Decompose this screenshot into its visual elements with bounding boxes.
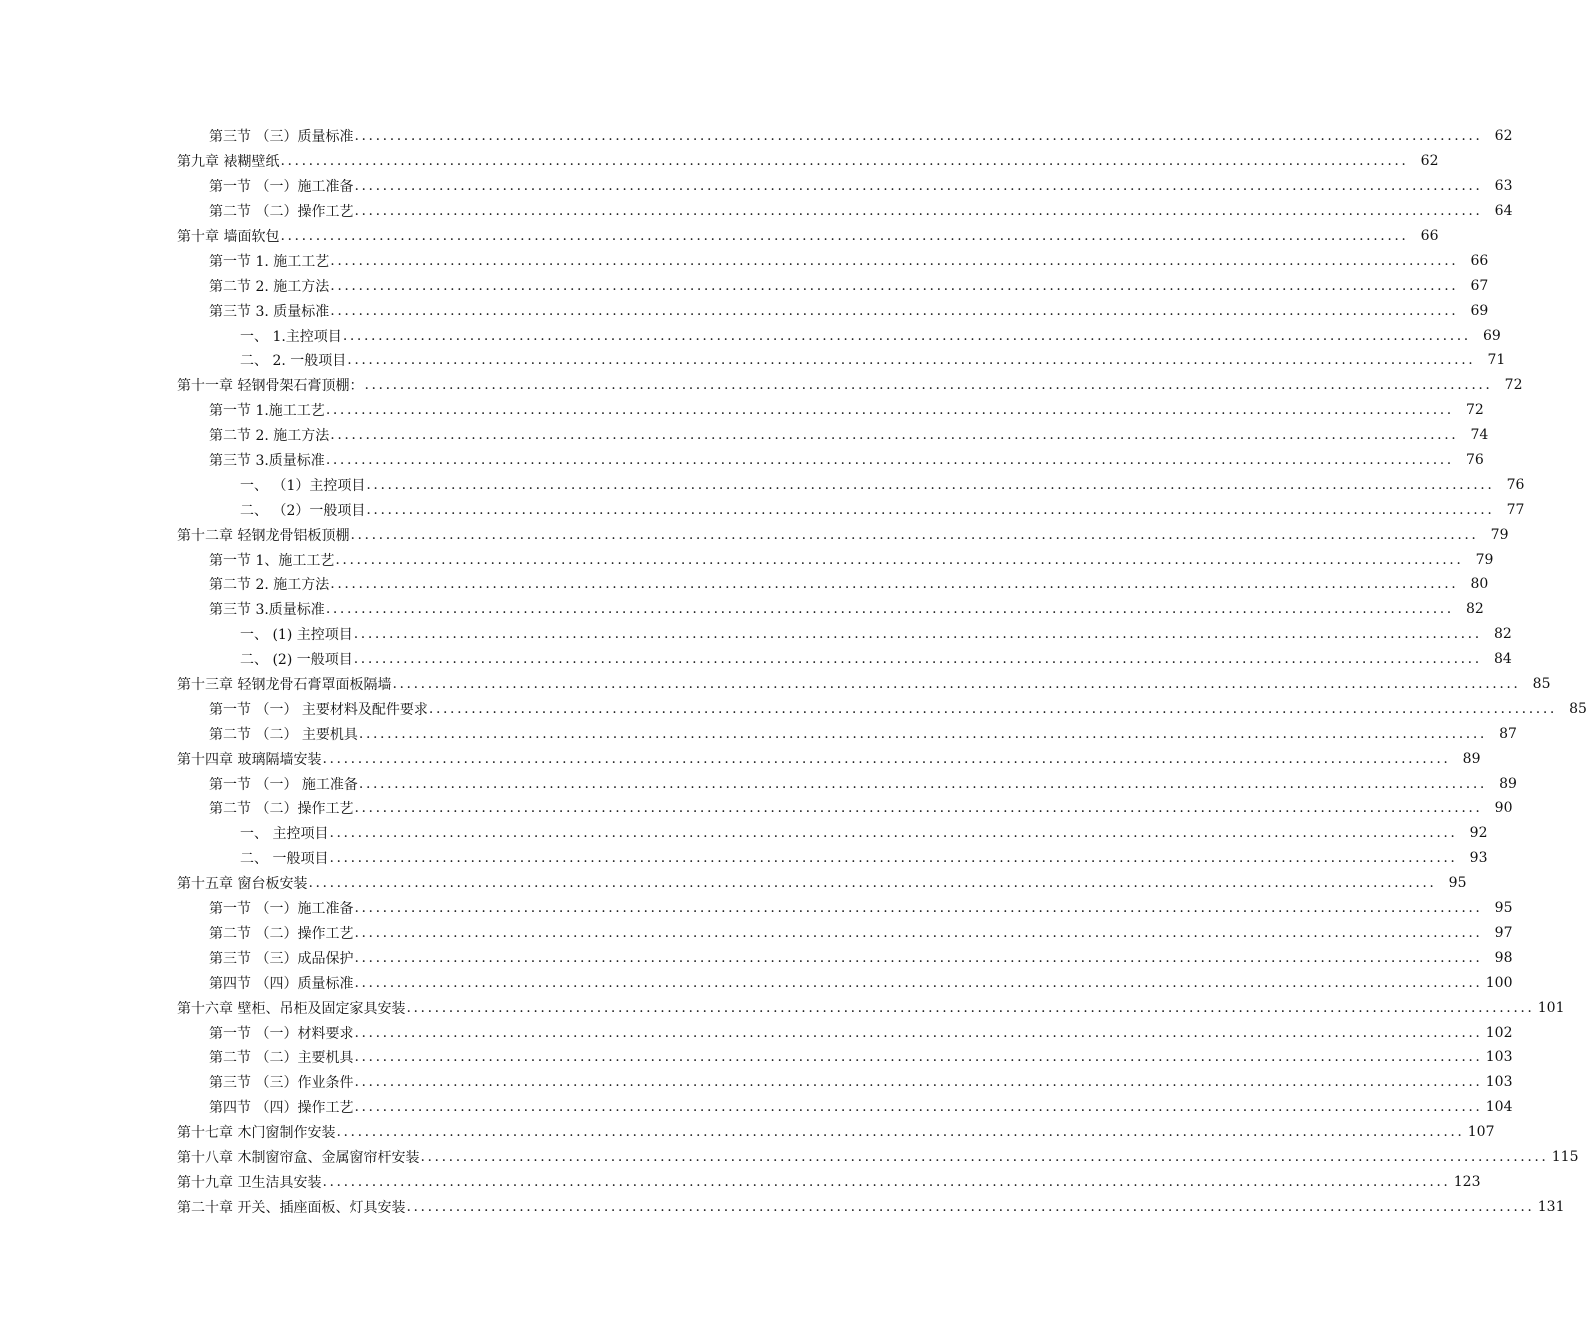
toc-dot-leader: ................................................................................................................................................................	[366, 501, 1495, 518]
toc-page-number: 89	[1462, 750, 1481, 767]
toc-dot-leader: ................................................................................................................................................................	[308, 875, 1437, 892]
toc-page-number: 80	[1470, 576, 1489, 593]
toc-page-number: 103	[1485, 1049, 1513, 1066]
toc-dot-leader: ................................................................................................................................................................	[322, 750, 1451, 767]
toc-entry-title: 第二节 （二）主要机具	[209, 1050, 354, 1067]
toc-page-number: 66	[1470, 252, 1489, 269]
toc-dot-leader: ................................................................................................................................................................	[335, 551, 1464, 568]
toc-section-entry[interactable]	[0, 970, 1513, 995]
toc-subsection-entry[interactable]	[0, 821, 1488, 846]
toc-entry-title: 二、 (2) 一般项目	[240, 652, 353, 669]
toc-section-entry[interactable]	[0, 696, 1587, 721]
toc-page-number: 76	[1466, 452, 1484, 469]
toc-section-entry[interactable]	[0, 796, 1513, 821]
toc-entry-title: 第十四章 玻璃隔墙安装	[177, 751, 322, 768]
toc-entry-title: 第三节 （三）成品保护	[209, 950, 354, 967]
toc-entry-title: 第二节 （二）操作工艺	[209, 801, 354, 818]
toc-entry-title: 第二节 （二）操作工艺	[209, 925, 354, 942]
toc-dot-leader: ................................................................................................................................................................	[354, 800, 1483, 817]
toc-dot-leader: ................................................................................................................................................................	[406, 1198, 1535, 1215]
toc-page-number: 74	[1470, 427, 1489, 444]
toc-section-entry[interactable]	[0, 721, 1517, 746]
toc-entry-title: 第十六章 壁柜、吊柜及固定家具安装	[177, 1000, 406, 1017]
toc-entry-title: 第一节 （一）施工准备	[209, 179, 354, 196]
toc-dot-leader: ................................................................................................................................................................	[406, 999, 1535, 1016]
toc-page-number: 69	[1483, 327, 1501, 344]
toc-entry-title: 一、 (1) 主控项目	[240, 627, 353, 644]
toc-entry-title: 第十三章 轻钢龙骨石膏罩面板隔墙	[177, 677, 392, 694]
toc-dot-leader: ................................................................................................................................................................	[354, 1024, 1483, 1041]
toc-dot-leader: ................................................................................................................................................................	[330, 302, 1459, 319]
toc-section-entry[interactable]	[0, 124, 1513, 149]
toc-chapter-entry[interactable]	[0, 224, 1439, 249]
toc-section-entry[interactable]	[0, 398, 1484, 423]
toc-section-entry[interactable]	[0, 174, 1513, 199]
toc-page-number: 62	[1494, 128, 1513, 145]
toc-subsection-entry[interactable]	[0, 846, 1488, 871]
toc-section-entry[interactable]	[0, 945, 1513, 970]
toc-page-number: 97	[1494, 924, 1513, 941]
toc-subsection-entry[interactable]	[0, 622, 1512, 647]
toc-entry-title: 第十五章 窗台板安装	[177, 876, 308, 893]
toc-section-entry[interactable]	[0, 298, 1489, 323]
toc-section-entry[interactable]	[0, 448, 1484, 473]
toc-dot-leader: ................................................................................................................................................................	[330, 277, 1459, 294]
toc-page-number: 104	[1485, 1099, 1513, 1116]
toc-chapter-entry[interactable]	[0, 995, 1565, 1020]
toc-page-number: 79	[1475, 551, 1494, 568]
toc-page-number: 131	[1537, 1198, 1565, 1215]
toc-page-number: 89	[1499, 775, 1517, 792]
toc-dot-leader: ................................................................................................................................................................	[330, 576, 1459, 593]
toc-dot-leader: ................................................................................................................................................................	[329, 850, 1458, 867]
toc-page-number: 102	[1485, 1024, 1513, 1041]
toc-entry-title: 第一节 1. 施工工艺	[209, 253, 330, 270]
toc-page-number: 64	[1494, 203, 1513, 220]
toc-section-entry[interactable]	[0, 1020, 1513, 1045]
toc-section-entry[interactable]	[0, 597, 1484, 622]
toc-entry-title: 第二十章 开关、插座面板、灯具安装	[177, 1199, 406, 1216]
toc-dot-leader: ................................................................................................................................................................	[330, 427, 1459, 444]
toc-subsection-entry[interactable]	[0, 472, 1525, 497]
toc-dot-leader: ................................................................................................................................................................	[354, 1049, 1483, 1066]
toc-entry-title: 第二节 2. 施工方法	[209, 577, 330, 594]
toc-page-number: 69	[1470, 302, 1489, 319]
toc-page-number: 123	[1453, 1173, 1481, 1190]
toc-page-number: 101	[1537, 999, 1565, 1016]
toc-page-number: 95	[1494, 900, 1513, 917]
toc-entry-title: 第一节 1.施工工艺	[209, 403, 325, 420]
toc-entry-title: 第三节 3.质量标准	[209, 602, 325, 619]
toc-entry-title: 二、 一般项目	[240, 851, 329, 868]
toc-entry-title: 第三节 3.质量标准	[209, 453, 325, 470]
toc-entry-title: 第十二章 轻钢龙骨铝板顶棚	[177, 527, 350, 544]
toc-entry-title: 第四节 （四）质量标准	[209, 975, 354, 992]
toc-entry-title: 第九章 裱糊壁纸	[177, 154, 280, 171]
toc-page-number: 67	[1470, 277, 1489, 294]
toc-section-entry[interactable]	[0, 921, 1513, 946]
toc-dot-leader: ................................................................................................................................................................	[428, 700, 1557, 717]
toc-dot-leader: ................................................................................................................................................................	[364, 377, 1493, 394]
toc-chapter-entry[interactable]	[0, 672, 1551, 697]
toc-chapter-entry[interactable]	[0, 1169, 1481, 1194]
toc-entry-title: 第十一章 轻钢骨架石膏顶棚：	[177, 378, 364, 395]
toc-page-number: 92	[1469, 825, 1488, 842]
toc-page-number: 82	[1466, 601, 1484, 618]
toc-page-number: 71	[1487, 352, 1506, 369]
toc-dot-leader: ................................................................................................................................................................	[366, 476, 1495, 493]
toc-dot-leader: ................................................................................................................................................................	[353, 651, 1482, 668]
toc-page-number: 84	[1493, 651, 1512, 668]
toc-entry-title: 第二节 2. 施工方法	[209, 428, 330, 445]
toc-page-number: 85	[1569, 700, 1587, 717]
toc-page-number: 82	[1493, 626, 1512, 643]
toc-page-number: 107	[1467, 1124, 1495, 1141]
toc-dot-leader: ................................................................................................................................................................	[354, 128, 1483, 145]
toc-section-entry[interactable]	[0, 1070, 1513, 1095]
toc-page-number: 115	[1551, 1148, 1579, 1165]
toc-chapter-entry[interactable]	[0, 522, 1509, 547]
toc-dot-leader: ................................................................................................................................................................	[329, 825, 1458, 842]
toc-entry-title: 第二节 （二）操作工艺	[209, 204, 354, 221]
toc-subsection-entry[interactable]	[0, 497, 1525, 522]
toc-page-number: 103	[1485, 1074, 1513, 1091]
toc-entry-title: 第二节 （二） 主要机具	[209, 726, 358, 743]
toc-subsection-entry[interactable]	[0, 323, 1501, 348]
table-of-contents	[0, 124, 1587, 1219]
toc-dot-leader: ................................................................................................................................................................	[420, 1148, 1549, 1165]
toc-entry-title: 第十八章 木制窗帘盒、金属窗帘杆安装	[177, 1149, 420, 1166]
toc-page-number: 98	[1494, 949, 1513, 966]
toc-subsection-entry[interactable]	[0, 348, 1506, 373]
toc-dot-leader: ................................................................................................................................................................	[354, 203, 1483, 220]
toc-page-number: 79	[1490, 526, 1509, 543]
toc-dot-leader: ................................................................................................................................................................	[358, 725, 1487, 742]
toc-entry-title: 第三节 （三）质量标准	[209, 129, 354, 146]
toc-chapter-entry[interactable]	[0, 871, 1467, 896]
toc-chapter-entry[interactable]	[0, 1194, 1565, 1219]
toc-dot-leader: ................................................................................................................................................................	[392, 676, 1521, 693]
toc-entry-title: 一、 主控项目	[240, 826, 329, 843]
toc-entry-title: 第三节 （三）作业条件	[209, 1075, 354, 1092]
toc-entry-title: 第十七章 木门窗制作安装	[177, 1125, 336, 1142]
toc-entry-title: 二、 2. 一般项目	[240, 353, 347, 370]
toc-entry-title: 一、 1.主控项目	[240, 328, 342, 345]
toc-entry-title: 第四节 （四）操作工艺	[209, 1100, 354, 1117]
toc-chapter-entry[interactable]	[0, 746, 1481, 771]
toc-entry-title: 第十九章 卫生洁具安装	[177, 1174, 322, 1191]
toc-subsection-entry[interactable]	[0, 647, 1512, 672]
toc-entry-title: 二、 （2）一般项目	[240, 502, 366, 519]
toc-dot-leader: ................................................................................................................................................................	[325, 402, 1454, 419]
toc-section-entry[interactable]	[0, 572, 1489, 597]
toc-entry-title: 第一节 （一）材料要求	[209, 1025, 354, 1042]
toc-dot-leader: ................................................................................................................................................................	[354, 974, 1483, 991]
toc-page-number: 62	[1420, 153, 1439, 170]
toc-dot-leader: ................................................................................................................................................................	[350, 526, 1479, 543]
toc-page-number: 95	[1448, 875, 1467, 892]
toc-entry-title: 一、 （1）主控项目	[240, 477, 366, 494]
toc-page-number: 87	[1499, 725, 1517, 742]
toc-entry-title: 第一节 1、施工工艺	[209, 552, 335, 569]
toc-section-entry[interactable]	[0, 896, 1513, 921]
toc-section-entry[interactable]	[0, 199, 1513, 224]
toc-entry-title: 第二节 2. 施工方法	[209, 278, 330, 295]
toc-entry-title: 第三节 3. 质量标准	[209, 303, 330, 320]
toc-dot-leader: ................................................................................................................................................................	[353, 626, 1482, 643]
toc-entry-title: 第一节 （一） 主要材料及配件要求	[209, 701, 428, 718]
toc-entry-title: 第一节 （一）施工准备	[209, 901, 354, 918]
toc-page-number: 100	[1485, 974, 1513, 991]
toc-dot-leader: ................................................................................................................................................................	[354, 1099, 1483, 1116]
toc-section-entry[interactable]	[0, 1095, 1513, 1120]
toc-dot-leader: ................................................................................................................................................................	[354, 949, 1483, 966]
toc-chapter-entry[interactable]	[0, 1145, 1579, 1170]
toc-chapter-entry[interactable]	[0, 149, 1439, 174]
toc-section-entry[interactable]	[0, 547, 1494, 572]
toc-dot-leader: ................................................................................................................................................................	[322, 1173, 1451, 1190]
toc-dot-leader: ................................................................................................................................................................	[325, 601, 1454, 618]
toc-dot-leader: ................................................................................................................................................................	[354, 924, 1483, 941]
toc-entry-title: 第十章 墙面软包	[177, 229, 280, 245]
toc-section-entry[interactable]	[0, 1045, 1513, 1070]
toc-page-number: 72	[1504, 377, 1523, 394]
toc-page-number: 66	[1420, 228, 1439, 244]
toc-chapter-entry[interactable]	[0, 1120, 1495, 1145]
toc-page-number: 77	[1506, 501, 1525, 518]
toc-page-number: 85	[1532, 676, 1551, 693]
toc-dot-leader: ................................................................................................................................................................	[354, 900, 1483, 917]
toc-dot-leader: ................................................................................................................................................................	[354, 1074, 1483, 1091]
toc-dot-leader: ................................................................................................................................................................	[280, 228, 1409, 244]
toc-dot-leader: ................................................................................................................................................................	[354, 178, 1483, 195]
toc-page-number: 90	[1494, 800, 1513, 817]
toc-page-number: 63	[1494, 178, 1513, 195]
toc-dot-leader: ................................................................................................................................................................	[336, 1124, 1465, 1141]
toc-dot-leader: ................................................................................................................................................................	[358, 775, 1487, 792]
toc-dot-leader: ................................................................................................................................................................	[347, 352, 1476, 369]
toc-dot-leader: ................................................................................................................................................................	[280, 153, 1409, 170]
toc-dot-leader: ................................................................................................................................................................	[342, 327, 1471, 344]
toc-dot-leader: ................................................................................................................................................................	[330, 252, 1459, 269]
toc-page-number: 93	[1469, 850, 1488, 867]
toc-entry-title: 第一节 （一） 施工准备	[209, 776, 358, 793]
toc-section-entry[interactable]	[0, 248, 1489, 273]
toc-page-number: 76	[1506, 476, 1525, 493]
toc-section-entry[interactable]	[0, 771, 1517, 796]
toc-chapter-entry[interactable]	[0, 373, 1523, 398]
toc-page-number: 72	[1466, 402, 1484, 419]
toc-section-entry[interactable]	[0, 273, 1489, 298]
toc-section-entry[interactable]	[0, 423, 1489, 448]
toc-dot-leader: ................................................................................................................................................................	[325, 452, 1454, 469]
